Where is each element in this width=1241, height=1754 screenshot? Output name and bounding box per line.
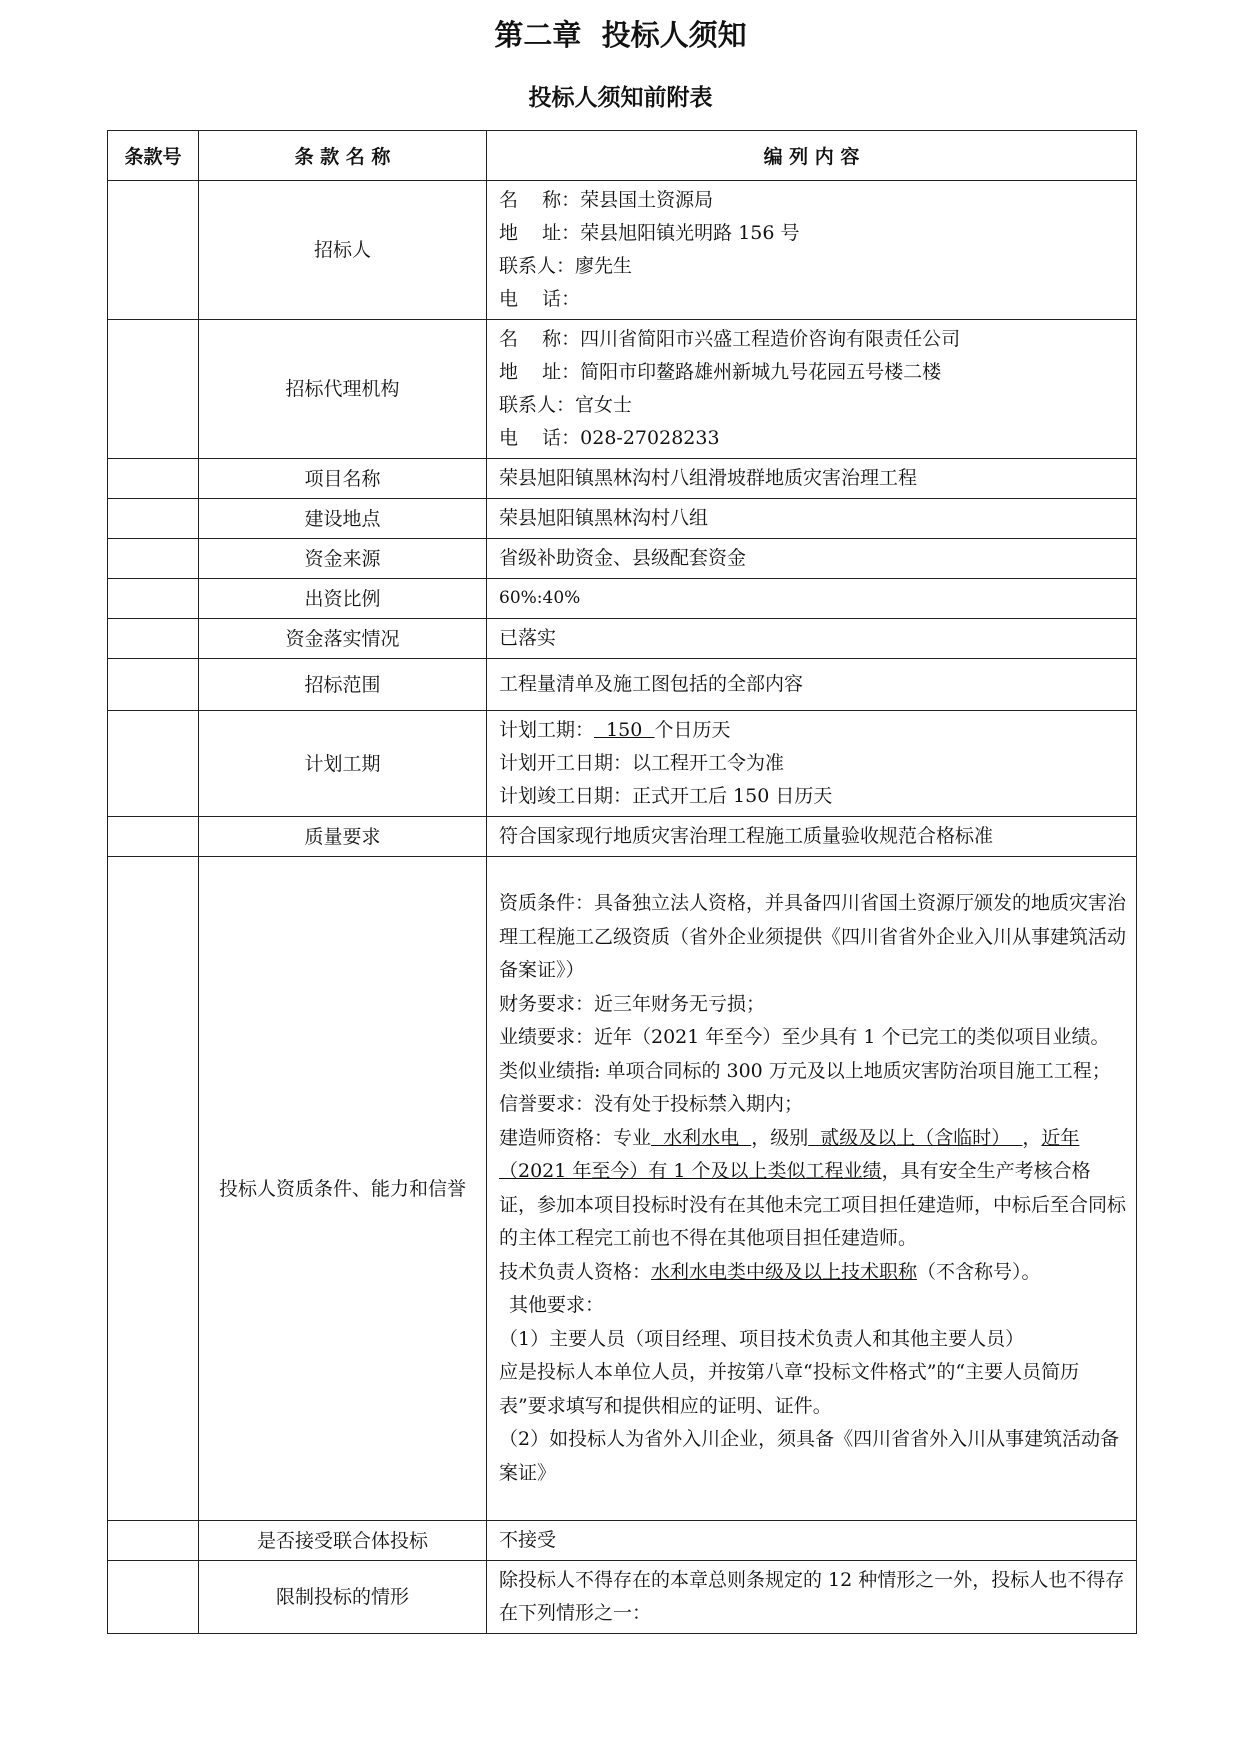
clause-name-cell: 资金落实情况 [199,619,487,659]
clause-no-cell [108,857,199,1521]
content-line: 地 址：简阳市印鳌路雄州新城九号花园五号楼二楼 [499,361,942,383]
content-cell: 荣县旭阳镇黑林沟村八组 [487,499,1137,539]
clause-no-cell [108,320,199,459]
content-line: 联系人：廖先生 [499,255,633,277]
clause-no-cell [108,1561,199,1634]
table-row [108,619,1137,659]
content-cell: 工程量清单及施工图包括的全部内容 [487,659,1137,711]
clause-name-cell: 质量要求 [199,817,487,857]
table-row [108,711,1137,817]
clause-no-cell [108,711,199,817]
content-line: 计划竣工日期：正式开工后 150 日历天 [499,785,833,807]
clause-no-cell [108,499,199,539]
content-line: 联系人：官女士 [499,394,633,416]
table-row [108,857,1137,1521]
content-line: 电 话： [499,288,581,310]
content-paragraph: 财务要求：近三年财务无亏损； [499,992,766,1015]
table-row [108,659,1137,711]
table-header-row [108,131,1137,181]
table-row [108,181,1137,320]
tech-lead-label: 技术负责人资格： [499,1260,652,1283]
clause-name-cell: 限制投标的情形 [199,1561,487,1634]
clause-name-cell: 招标人 [199,181,487,320]
table-row [108,579,1137,619]
header-clause-no: 条款号 [108,131,199,181]
content-paragraph: （1）主要人员（项目经理、项目技术负责人和其他主要人员） [499,1327,1025,1350]
clause-name-cell: 招标代理机构 [199,320,487,459]
content-cell: 除投标人不得存在的本章总则条规定的 12 种情形之一外，投标人也不得存在下列情形之一： [487,1561,1137,1634]
content-line [499,714,1126,747]
content-cell [487,711,1137,817]
content-paragraph: （2）如投标人为省外入川企业，须具备《四川省省外入川从事建筑活动备案证》 [499,1428,1120,1484]
clause-name-cell: 投标人资质条件、能力和信誉 [199,857,487,1521]
table-row [108,320,1137,459]
clause-no-cell [108,659,199,711]
clause-no-cell [108,817,199,857]
clause-no-cell [108,619,199,659]
content-paragraph: 资质条件：具备独立法人资格，并具备四川省国土资源厅颁发的地质灾害治理工程施工乙级资质（省外企业须提供《四川省省外企业入川从事建筑活动备案证》） [499,892,1127,981]
content-paragraph [499,1256,1126,1290]
clause-no-cell [108,579,199,619]
clause-name-cell: 计划工期 [199,711,487,817]
content-line: 名 称：四川省简阳市兴盛工程造价咨询有限责任公司 [499,328,961,350]
header-clause-name: 条 款 名 称 [199,131,487,181]
table-row [108,1521,1137,1561]
clause-no-cell [108,539,199,579]
schedule-days-value: 150 [594,719,655,741]
clause-name-cell: 项目名称 [199,459,487,499]
clause-no-cell [108,459,199,499]
content-line: 电 话：028-27028233 [499,427,720,449]
table-row [108,539,1137,579]
table-row [108,459,1137,499]
content-line: 地 址：荣县旭阳镇光明路 156 号 [499,222,800,244]
content-cell: 不接受 [487,1521,1137,1561]
constructor-level: 贰级及以上（含临时） [808,1126,1023,1149]
chapter-title: 第二章 投标人须知 [494,18,747,52]
constructor-level-label: ，级别 [751,1126,809,1149]
tech-lead-note: （不含称号）。 [917,1260,1041,1283]
content-paragraph: 信誉要求：没有处于投标禁入期内； [499,1093,804,1115]
content-cell: 60%:40% [487,579,1137,619]
tech-lead-qualification: 水利水电类中级及以上技术职称 [651,1260,918,1283]
constructor-label: 建造师资格：专业 [499,1126,652,1149]
clause-no-cell [108,1521,199,1561]
constructor-specialty: 水利水电 [651,1126,752,1149]
content-cell: 已落实 [487,619,1137,659]
schedule-unit: 个日历天 [654,719,731,741]
header-content: 编 列 内 容 [487,131,1137,181]
clause-name-cell: 资金来源 [199,539,487,579]
constructor-performance: 近年（2021 年至今）有 1 个及以上类似工程业绩 [499,1126,1080,1182]
content-paragraph: 其他要求： [509,1294,605,1316]
content-cell [487,857,1137,1521]
clause-name-cell: 出资比例 [199,579,487,619]
constructor-requirements: ，具有安全生产考核合格证，参加本项目投标时没有在其他未完工项目担任建造师，中标后至合同标的主体工程完工前也不得在其他项目担任建造师。 [499,1160,1127,1249]
clause-no-cell [108,181,199,320]
content-cell: 荣县旭阳镇黑林沟村八组滑坡群地质灾害治理工程 [487,459,1137,499]
clause-name-cell: 是否接受联合体投标 [199,1521,487,1561]
clause-name-cell: 建设地点 [199,499,487,539]
content-paragraph: 类似业绩指: 单项合同标的 300 万元及以上地质灾害防治项目施工工程； [499,1059,1111,1082]
content-line: 名 称：荣县国土资源局 [499,189,714,211]
content-paragraph [499,1122,1126,1256]
content-line: 计划开工日期：以工程开工令为准 [499,752,785,774]
content-cell: 省级补助资金、县级配套资金 [487,539,1137,579]
content-cell: 符合国家现行地质灾害治理工程施工质量验收规范合格标准 [487,817,1137,857]
content-paragraph: 业绩要求：近年（2021 年至今）至少具有 1 个已完工的类似项目业绩。 [499,1026,1110,1048]
table-row [108,817,1137,857]
content-cell [487,320,1137,459]
content-cell [487,181,1137,320]
table-row [108,499,1137,539]
table-title: 投标人须知前附表 [528,85,713,111]
clause-name-cell: 招标范围 [199,659,487,711]
bidder-instructions-table [107,130,1137,1634]
table-row [108,1561,1137,1634]
schedule-label: 计划工期： [499,719,595,741]
content-paragraph: 应是投标人本单位人员，并按第八章“投标文件格式”的“主要人员简历表”要求填写和提供相应的证明、证件。 [499,1361,1080,1417]
comma: ， [1022,1126,1042,1149]
